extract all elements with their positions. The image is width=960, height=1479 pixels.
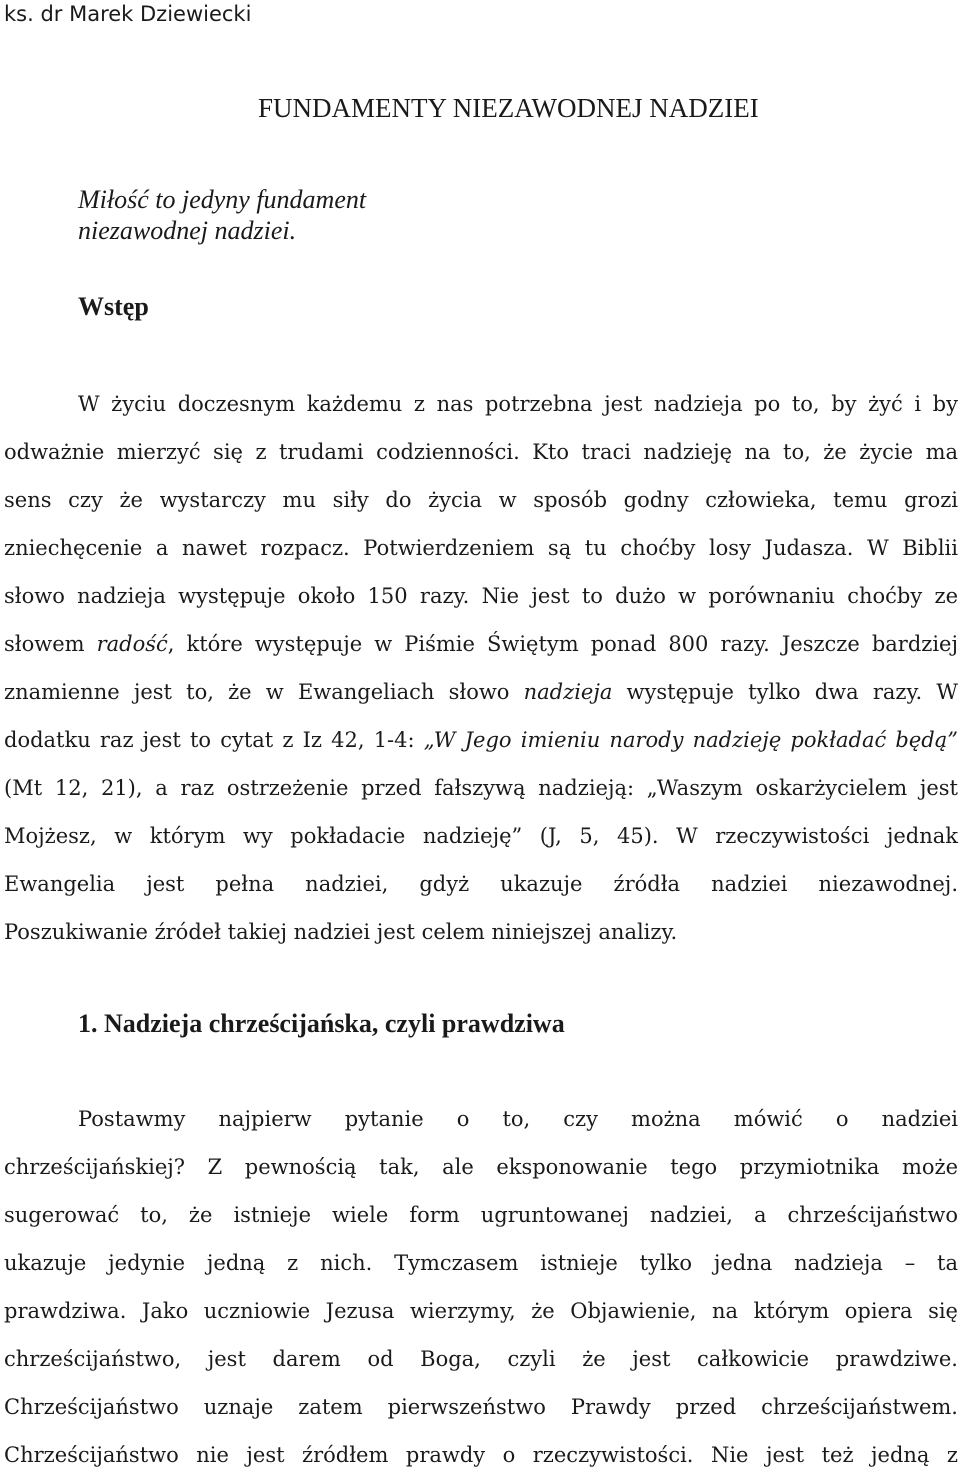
paragraph-line: zniechęcenie a nawet rozpacz. Potwierdzeniem są tu choćby losy Judasza. W Biblii: [4, 536, 958, 560]
paragraph-line: chrześcijaństwo, jest darem od Boga, czyli że jest całkowicie prawdziwe.: [4, 1347, 958, 1371]
paragraph-line: W życiu doczesnym każdemu z nas potrzebna jest nadzieja po to, by żyć i by: [78, 392, 958, 416]
paragraph-line: ukazuje jedynie jedną z nich. Tymczasem istnieje tylko jedna nadzieja – ta: [4, 1251, 958, 1275]
section-1-paragraph: [4, 1095, 958, 1479]
emphasized-word: radość: [96, 632, 168, 656]
line-text: , które występuje w Piśmie Świętym ponad 800 razy. Jeszcze bardziej: [167, 632, 958, 656]
emphasized-quote: „W Jego imieniu narody nadzieję pokładać będą”: [423, 728, 958, 752]
paragraph-line: Postawmy najpierw pytanie o to, czy można mówić o nadziei: [78, 1107, 958, 1131]
line-text: znamienne jest to, że w Ewangeliach słowo: [4, 680, 524, 704]
emphasized-word: nadzieja: [523, 680, 613, 704]
paragraph-line: [4, 620, 958, 668]
paragraph-line: słowo nadzieja występuje około 150 razy. Nie jest to dużo w porównaniu choćby ze: [4, 584, 958, 608]
intro-paragraph: [4, 380, 958, 956]
paragraph-line: sugerować to, że istnieje wiele form ugruntowanej nadziei, a chrześcijaństwo: [4, 1203, 958, 1227]
paragraph-line: sens czy że wystarczy mu siły do życia w sposób godny człowieka, temu grozi: [4, 488, 958, 512]
paragraph-line: prawdziwa. Jako uczniowie Jezusa wierzymy, że Objawienie, na którym opiera się: [4, 1299, 958, 1323]
paragraph-line: Poszukiwanie źródeł takiej nadziei jest celem niniejszej analizy.: [4, 920, 678, 944]
motto-line-1: Miłość to jedyny fundament: [78, 185, 367, 214]
paragraph-line: Ewangelia jest pełna nadziei, gdyż ukazuje źródła nadziei niezawodnej.: [4, 872, 958, 896]
paragraph-line: [4, 668, 958, 716]
paragraph-line: [4, 716, 958, 764]
paragraph-line: chrześcijańskiej? Z pewnością tak, ale eksponowanie tego przymiotnika może: [4, 1155, 958, 1179]
motto-line-2: niezawodnej nadziei.: [78, 216, 297, 245]
paragraph-line: Mojżesz, w którym wy pokładacie nadzieję” (J, 5, 45). W rzeczywistości jednak: [4, 824, 958, 848]
section-heading-1: 1. Nadzieja chrześcijańska, czyli prawdziwa: [78, 1009, 565, 1038]
author-line: ks. dr Marek Dziewiecki: [4, 2, 252, 26]
paragraph-line: (Mt 12, 21), a raz ostrzeżenie przed fałszywą nadzieją: „Waszym oskarżycielem jest: [4, 776, 958, 800]
section-heading-intro: Wstęp: [78, 292, 149, 321]
motto: [78, 184, 366, 246]
document-title: FUNDAMENTY NIEZAWODNEJ NADZIEI: [258, 93, 759, 123]
paragraph-line: Chrześcijaństwo uznaje zatem pierwszeństwo Prawdy przed chrześcijaństwem.: [4, 1395, 958, 1419]
paragraph-line: odważnie mierzyć się z trudami codzienności. Kto traci nadzieję na to, że życie ma: [4, 440, 958, 464]
line-text: słowem: [4, 632, 97, 656]
line-text: dodatku raz jest to cytat z Iz 42, 1-4:: [4, 728, 424, 752]
line-text: występuje tylko dwa razy. W: [612, 680, 958, 704]
paragraph-line: Chrześcijaństwo nie jest źródłem prawdy o rzeczywistości. Nie jest też jedną z: [4, 1443, 958, 1467]
